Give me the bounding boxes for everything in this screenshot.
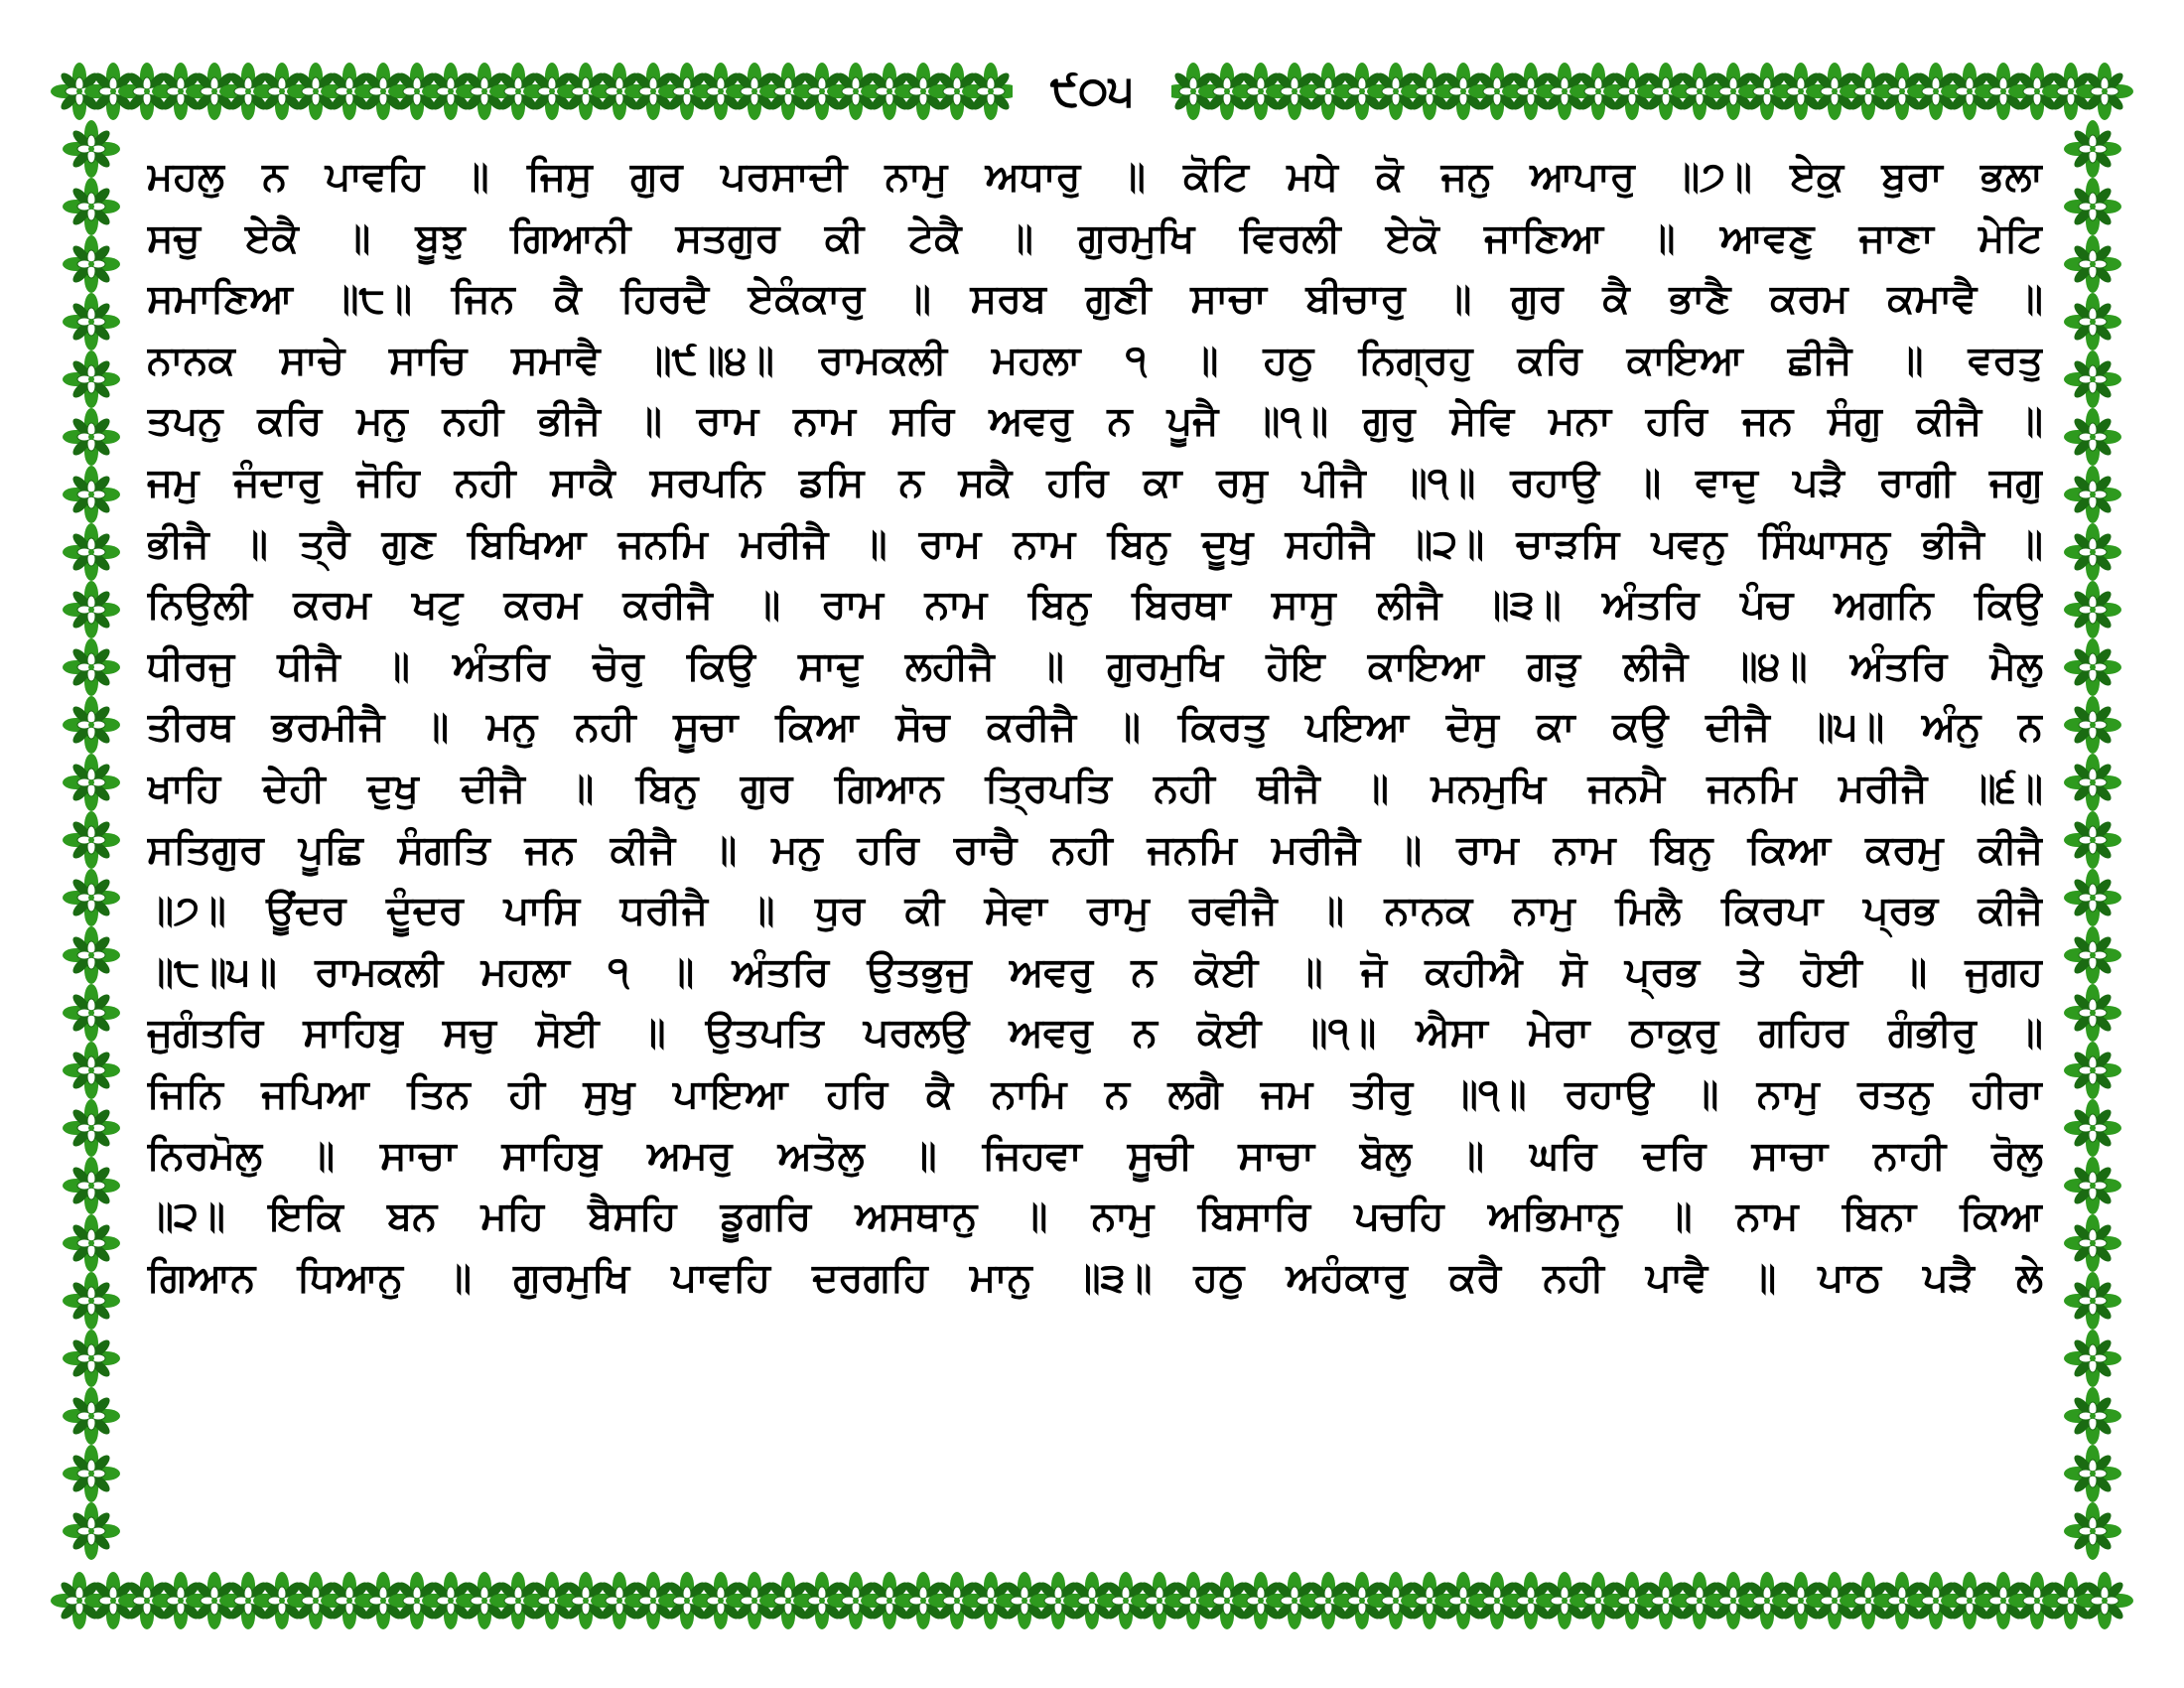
green-flower-icon: [2064, 120, 2121, 178]
green-flower-icon: [63, 1502, 120, 1560]
green-flower-icon: [2064, 1157, 2121, 1214]
green-flower-icon: [2064, 869, 2121, 926]
green-flower-icon: [2064, 1042, 2121, 1099]
green-flower-icon: [2064, 1502, 2121, 1560]
text-line: ਸਤਿਗੁਰ ਪੂਛਿ ਸੰਗਤਿ ਜਨ ਕੀਜੈ ॥ ਮਨੁ ਹਰਿ ਰਾਚੈ ਨਹੀ ਜਨਮਿ ਮਰੀਜੈ ॥ ਰਾਮ ਨਾਮ ਬਿਨੁ ਕਿਆ ਕਰਮੁ ਕੀਜੈ: [147, 826, 2043, 873]
green-flower-icon: [2064, 696, 2121, 754]
text-line: ਨਿਰਮੋਲੁ ॥ ਸਾਚਾ ਸਾਹਿਬੁ ਅਮਰੁ ਅਤੋਲੁ ॥ ਜਿਹਵਾ ਸੂਚੀ ਸਾਚਾ ਬੋਲੁ ॥ ਘਰਿ ਦਰਿ ਸਾਚਾ ਨਾਹੀ ਰੋਲੁ: [147, 1132, 2043, 1179]
text-line: ਮਹਲੁ ਨ ਪਾਵਹਿ ॥ ਜਿਸੁ ਗੁਰ ਪਰਸਾਦੀ ਨਾਮੁ ਅਧਾਰੁ ॥ ਕੋਟਿ ਮਧੇ ਕੋ ਜਨੁ ਆਪਾਰੁ ॥੭॥ ਏਕੁ ਬੁਰਾ ਭਲਾ: [147, 154, 2043, 200]
green-flower-icon: [63, 351, 120, 408]
green-flower-icon: [63, 1099, 120, 1157]
text-line: ਜਿਨਿ ਜਪਿਆ ਤਿਨ ਹੀ ਸੁਖੁ ਪਾਇਆ ਹਰਿ ਕੈ ਨਾਮਿ ਨ ਲਗੈ ਜਮ ਤੀਰੁ ॥੧॥ ਰਹਾਉ ॥ ਨਾਮੁ ਰਤਨੁ ਹੀਰਾ: [147, 1070, 2043, 1117]
green-flower-icon: [2064, 178, 2121, 235]
green-flower-icon: [63, 293, 120, 351]
text-line: ਸਚੁ ਏਕੈ ॥ ਬੂਝੁ ਗਿਆਨੀ ਸਤਗੁਰ ਕੀ ਟੇਕੈ ॥ ਗੁਰਮੁਖਿ ਵਿਰਲੀ ਏਕੋ ਜਾਣਿਆ ॥ ਆਵਣੁ ਜਾਣਾ ਮੇਟਿ: [147, 214, 2043, 261]
green-flower-icon: [63, 1157, 120, 1214]
green-flower-icon: [63, 1445, 120, 1502]
green-flower-icon: [2064, 1445, 2121, 1502]
green-flower-icon: [63, 408, 120, 466]
green-flower-icon: [2076, 63, 2133, 120]
text-line: ਤਪਨੁ ਕਰਿ ਮਨੁ ਨਹੀ ਭੀਜੈ ॥ ਰਾਮ ਨਾਮ ਸਰਿ ਅਵਰੁ ਨ ਪੂਜੈ ॥੧॥ ਗੁਰੁ ਸੇਵਿ ਮਨਾ ਹਰਿ ਜਨ ਸੰਗੁ ਕੀਜੈ ॥: [147, 398, 2043, 445]
green-flower-icon: [63, 1272, 120, 1330]
green-flower-icon: [63, 581, 120, 638]
green-flower-icon: [2064, 351, 2121, 408]
green-flower-icon: [63, 926, 120, 984]
green-flower-icon: [2064, 1099, 2121, 1157]
green-flower-icon: [63, 811, 120, 869]
text-line: ਗਿਆਨ ਧਿਆਨੁ ॥ ਗੁਰਮੁਖਿ ਪਾਵਹਿ ਦਰਗਹਿ ਮਾਨੁ ॥੩॥ ਹਠੁ ਅਹੰਕਾਰੁ ਕਰੈ ਨਹੀ ਪਾਵੈ ॥ ਪਾਠ ਪੜੈ ਲੇ: [147, 1254, 2043, 1301]
green-flower-icon: [962, 63, 1020, 120]
scripture-text-block: [147, 147, 2043, 1557]
text-line: ਨਾਨਕ ਸਾਚੇ ਸਾਚਿ ਸਮਾਵੈ ॥੯॥੪॥ ਰਾਮਕਲੀ ਮਹਲਾ ੧ ॥ ਹਠੁ ਨਿਗ੍ਰਹੁ ਕਰਿ ਕਾਇਆ ਛੀਜੈ ॥ ਵਰਤੁ: [147, 337, 2043, 383]
green-flower-icon: [63, 638, 120, 696]
text-line: ਸਮਾਣਿਆ ॥੮॥ ਜਿਨ ਕੈ ਹਿਰਦੈ ਏਕੰਕਾਰੁ ॥ ਸਰਬ ਗੁਣੀ ਸਾਚਾ ਬੀਚਾਰੁ ॥ ਗੁਰ ਕੈ ਭਾਣੈ ਕਰਮ ਕਮਾਵੈ ॥: [147, 276, 2043, 323]
green-flower-icon: [2064, 581, 2121, 638]
green-flower-icon: [63, 754, 120, 811]
green-flower-icon: [63, 1214, 120, 1272]
green-flower-icon: [63, 178, 120, 235]
page-number: ੯੦੫: [1013, 60, 1171, 123]
green-flower-icon: [2076, 1572, 2133, 1629]
text-line: ਖਾਹਿ ਦੇਹੀ ਦੁਖੁ ਦੀਜੈ ॥ ਬਿਨੁ ਗੁਰ ਗਿਆਨ ਤ੍ਰਿਪਤਿ ਨਹੀ ਥੀਜੈ ॥ ਮਨਮੁਖਿ ਜਨਮੈ ਜਨਮਿ ਮਰੀਜੈ ॥੬॥: [147, 765, 2043, 811]
text-line: ਨਿਉਲੀ ਕਰਮ ਖਟੁ ਕਰਮ ਕਰੀਜੈ ॥ ਰਾਮ ਨਾਮ ਬਿਨੁ ਬਿਰਥਾ ਸਾਸੁ ਲੀਜੈ ॥੩॥ ਅੰਤਰਿ ਪੰਚ ਅਗਨਿ ਕਿਉ: [147, 582, 2043, 629]
green-flower-icon: [2064, 1330, 2121, 1387]
green-flower-icon: [63, 1330, 120, 1387]
text-line: ॥੮॥੫॥ ਰਾਮਕਲੀ ਮਹਲਾ ੧ ॥ ਅੰਤਰਿ ਉਤਭੁਜੁ ਅਵਰੁ ਨ ਕੋਈ ॥ ਜੋ ਕਹੀਐ ਸੋ ਪ੍ਰਭ ਤੇ ਹੋਈ ॥ ਜੁਗਹ: [147, 948, 2043, 995]
text-line: ॥੨॥ ਇਕਿ ਬਨ ਮਹਿ ਬੈਸਹਿ ਡੂਗਰਿ ਅਸਥਾਨੁ ॥ ਨਾਮੁ ਬਿਸਾਰਿ ਪਚਹਿ ਅਭਿਮਾਨੁ ॥ ਨਾਮ ਬਿਨਾ ਕਿਆ: [147, 1194, 2043, 1240]
green-flower-icon: [2064, 754, 2121, 811]
green-flower-icon: [63, 1042, 120, 1099]
green-flower-icon: [63, 235, 120, 293]
green-flower-icon: [2064, 1272, 2121, 1330]
text-line: ॥੭॥ ਊਂਦਰ ਦੂੰਦਰ ਪਾਸਿ ਧਰੀਜੈ ॥ ਧੁਰ ਕੀ ਸੇਵਾ ਰਾਮੁ ਰਵੀਜੈ ॥ ਨਾਨਕ ਨਾਮੁ ਮਿਲੈ ਕਿਰਪਾ ਪ੍ਰਭ ਕੀਜੈ: [147, 888, 2043, 934]
text-line: ਭੀਜੈ ॥ ਤ੍ਰੈ ਗੁਣ ਬਿਖਿਆ ਜਨਮਿ ਮਰੀਜੈ ॥ ਰਾਮ ਨਾਮ ਬਿਨੁ ਦੂਖੁ ਸਹੀਜੈ ॥੨॥ ਚਾੜਸਿ ਪਵਨੁ ਸਿੰਘਾਸਨੁ ਭੀਜੈ ॥: [147, 520, 2043, 567]
text-line: ਜੁਗੰਤਰਿ ਸਾਹਿਬੁ ਸਚੁ ਸੋਈ ॥ ਉਤਪਤਿ ਪਰਲਉ ਅਵਰੁ ਨ ਕੋਈ ॥੧॥ ਐਸਾ ਮੇਰਾ ਠਾਕੁਰੁ ਗਹਿਰ ਗੰਭੀਰੁ ॥: [147, 1010, 2043, 1056]
green-flower-icon: [2064, 1387, 2121, 1445]
green-flower-icon: [2064, 811, 2121, 869]
green-flower-icon: [63, 984, 120, 1042]
green-flower-icon: [2064, 235, 2121, 293]
green-flower-icon: [2064, 523, 2121, 581]
green-flower-icon: [63, 523, 120, 581]
green-flower-icon: [63, 696, 120, 754]
green-flower-icon: [2064, 466, 2121, 523]
green-flower-icon: [2064, 1214, 2121, 1272]
green-flower-icon: [63, 466, 120, 523]
green-flower-icon: [63, 1387, 120, 1445]
green-flower-icon: [2064, 293, 2121, 351]
green-flower-icon: [2064, 408, 2121, 466]
green-flower-icon: [2064, 926, 2121, 984]
green-flower-icon: [63, 869, 120, 926]
green-flower-icon: [63, 120, 120, 178]
text-line: ਤੀਰਥ ਭਰਮੀਜੈ ॥ ਮਨੁ ਨਹੀ ਸੂਚਾ ਕਿਆ ਸੋਚ ਕਰੀਜੈ ॥ ਕਿਰਤੁ ਪਇਆ ਦੋਸੁ ਕਾ ਕਉ ਦੀਜੈ ॥੫॥ ਅੰਨੁ ਨ: [147, 704, 2043, 751]
green-flower-icon: [2064, 638, 2121, 696]
text-line: ਧੀਰਜੁ ਧੀਜੈ ॥ ਅੰਤਰਿ ਚੋਰੁ ਕਿਉ ਸਾਦੁ ਲਹੀਜੈ ॥ ਗੁਰਮੁਖਿ ਹੋਇ ਕਾਇਆ ਗੜੁ ਲੀਜੈ ॥੪॥ ਅੰਤਰਿ ਮੈਲੁ: [147, 642, 2043, 689]
green-flower-icon: [2064, 984, 2121, 1042]
text-line: ਜਮੁ ਜੰਦਾਰੁ ਜੋਹਿ ਨਹੀ ਸਾਕੈ ਸਰਪਨਿ ਡਸਿ ਨ ਸਕੈ ਹਰਿ ਕਾ ਰਸੁ ਪੀਜੈ ॥੧॥ ਰਹਾਉ ॥ ਵਾਦੁ ਪੜੈ ਰਾਗੀ ਜਗੁ: [147, 459, 2043, 505]
